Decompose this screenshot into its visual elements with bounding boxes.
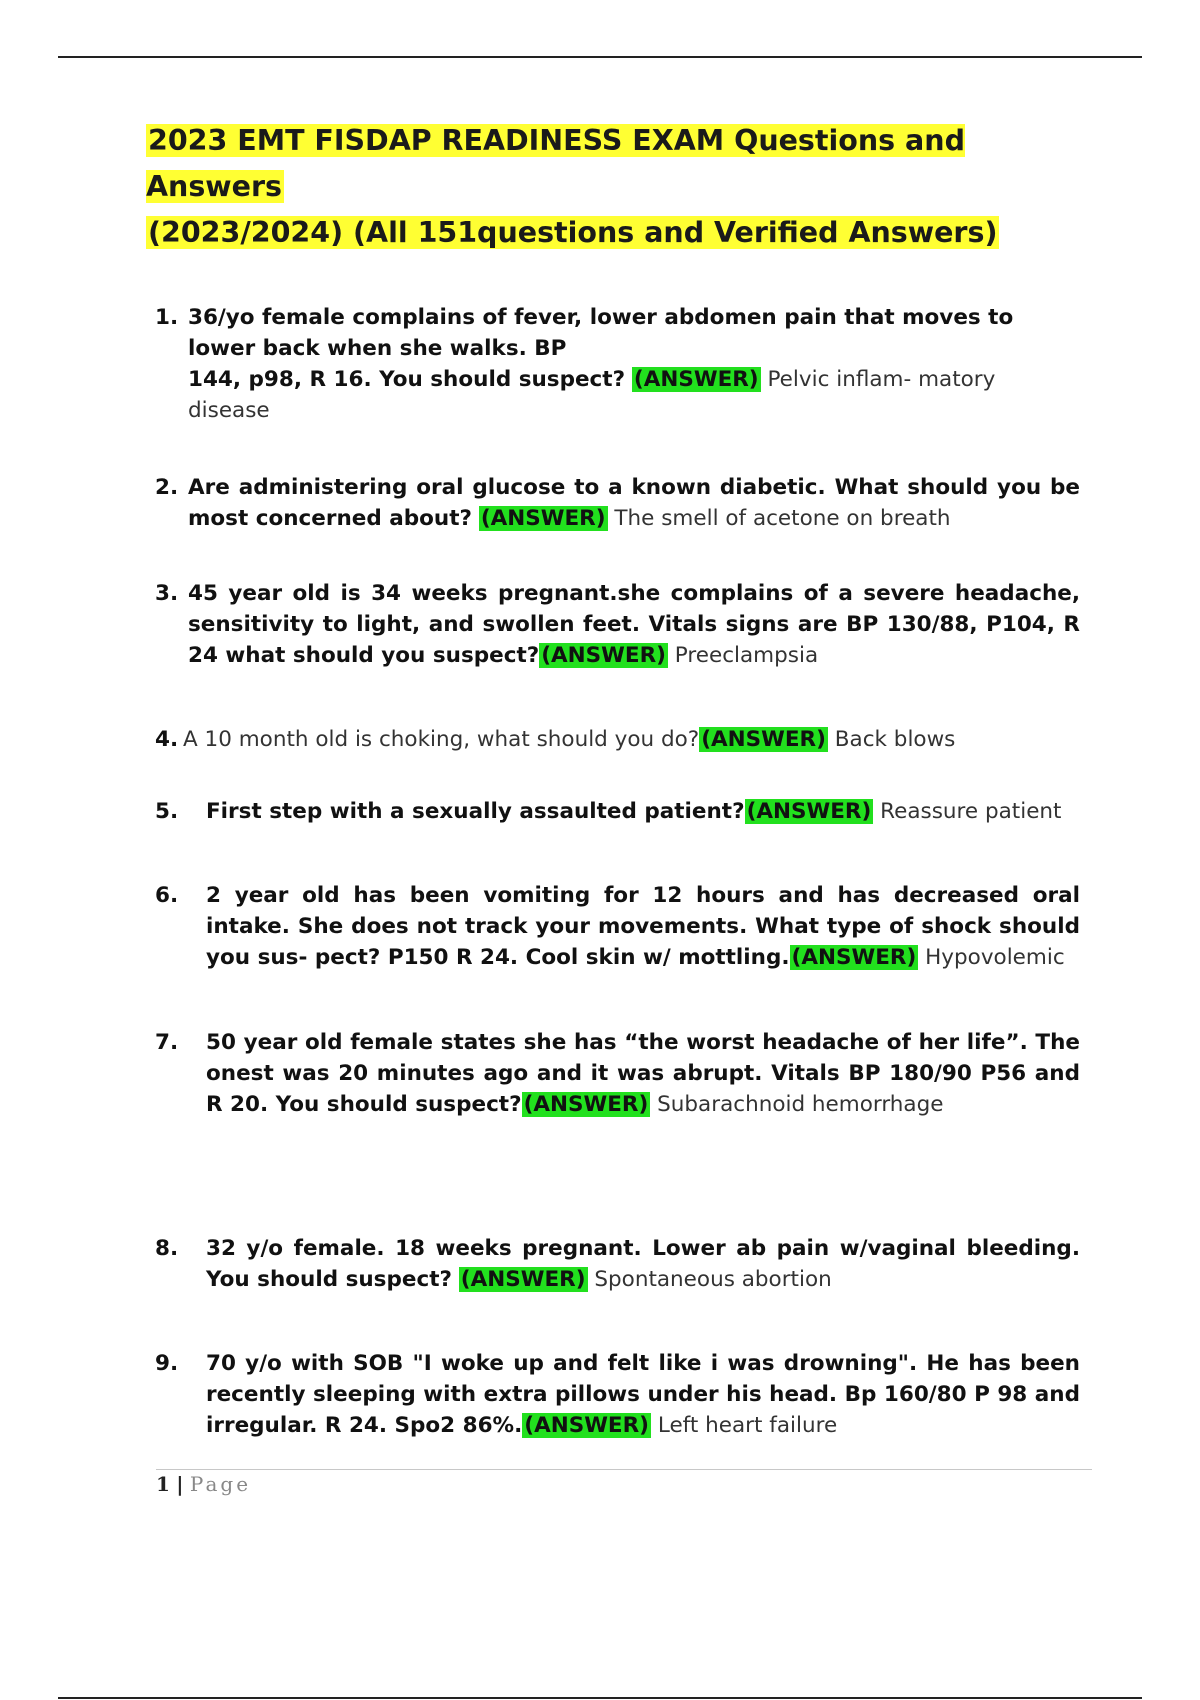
footer-rule [156, 1469, 1092, 1470]
document-title [146, 118, 1076, 256]
question-text: A 10 month old is choking, what should you do? [183, 727, 700, 752]
question-text-cont: 144, p98, R 16. You should suspect? [188, 367, 626, 392]
answer-tag: (ANSWER) [701, 727, 826, 752]
title-line-2: (2023/2024) (All 151questions and Verified Answers) [148, 216, 998, 249]
answer-text: Spontaneous abortion [594, 1267, 832, 1292]
question-number: 7. [155, 1030, 179, 1055]
page-label: Page [189, 1472, 252, 1496]
question-number: 5. [155, 799, 179, 824]
answer-tag: (ANSWER) [746, 799, 872, 824]
answer-tag: (ANSWER) [791, 945, 917, 970]
question-number: 2. [155, 475, 179, 500]
page-footer [156, 1472, 251, 1496]
answer-text: Hypovolemic [925, 945, 1065, 970]
question-number: 4. [155, 727, 179, 752]
answer-text: Preeclampsia [674, 643, 819, 668]
answer-tag: (ANSWER) [460, 1267, 586, 1292]
answer-text: Pelvic inflam- matory disease [188, 367, 996, 423]
question-text: 2 year old has been vomiting for 12 hours and has decreased oral intake. She does not track your movements. What type of shock should you sus- pect? P150 R 24. Cool skin w/ mottling. [206, 883, 1080, 970]
bottom-rule [58, 1697, 1142, 1699]
answer-text: Left heart failure [657, 1413, 838, 1438]
question-text: 50 year old female states she has “the worst headache of her life”. The onest was 20 minutes ago and it was abrupt. Vitals BP 180/90 P56 and R 20. You should suspect? [206, 1030, 1080, 1117]
title-line-1: 2023 EMT FISDAP READINESS EXAM Questions and Answers [146, 124, 965, 203]
answer-tag: (ANSWER) [480, 506, 606, 531]
question-text: 36/yo female complains of fever, lower abdomen pain that moves to lower back when she walks. BP [188, 305, 1014, 361]
answer-tag: (ANSWER) [541, 643, 666, 668]
answer-text: Reassure patient [880, 799, 1062, 824]
page-number: 1 [156, 1472, 170, 1496]
answer-text: Subarachnoid hemorrhage [657, 1092, 944, 1117]
footer-separator: | [176, 1472, 184, 1496]
answer-tag: (ANSWER) [633, 367, 759, 392]
question-number: 9. [155, 1351, 179, 1376]
answer-tag: (ANSWER) [523, 1092, 649, 1117]
question-number: 3. [155, 581, 179, 606]
answer-text: Back blows [834, 727, 956, 752]
question-number: 1. [155, 305, 179, 330]
question-text: First step with a sexually assaulted patient? [206, 799, 745, 824]
question-text: 70 y/o with SOB "I woke up and felt like i was drowning". He has been recently sleeping with extra pillows under his head. Bp 160/80 P 98 and irregular. R 24. Spo2 86%. [206, 1351, 1080, 1438]
question-text: 45 year old is 34 weeks pregnant.she complains of a severe headache, sensitivity to light, and swollen feet. Vitals signs are BP 130/88, P104, R 24 what should you suspect? [188, 581, 1080, 668]
question-number: 8. [155, 1236, 179, 1261]
question-text: 32 y/o female. 18 weeks pregnant. Lower ab pain w/vaginal bleeding. You should suspect? [206, 1236, 1080, 1292]
answer-tag: (ANSWER) [524, 1413, 649, 1438]
question-number: 6. [155, 883, 179, 908]
header-rule [58, 56, 1142, 58]
question-text: Are administering oral glucose to a known diabetic. What should you be most concerned about? [188, 475, 1080, 531]
answer-text: The smell of acetone on breath [614, 506, 951, 531]
